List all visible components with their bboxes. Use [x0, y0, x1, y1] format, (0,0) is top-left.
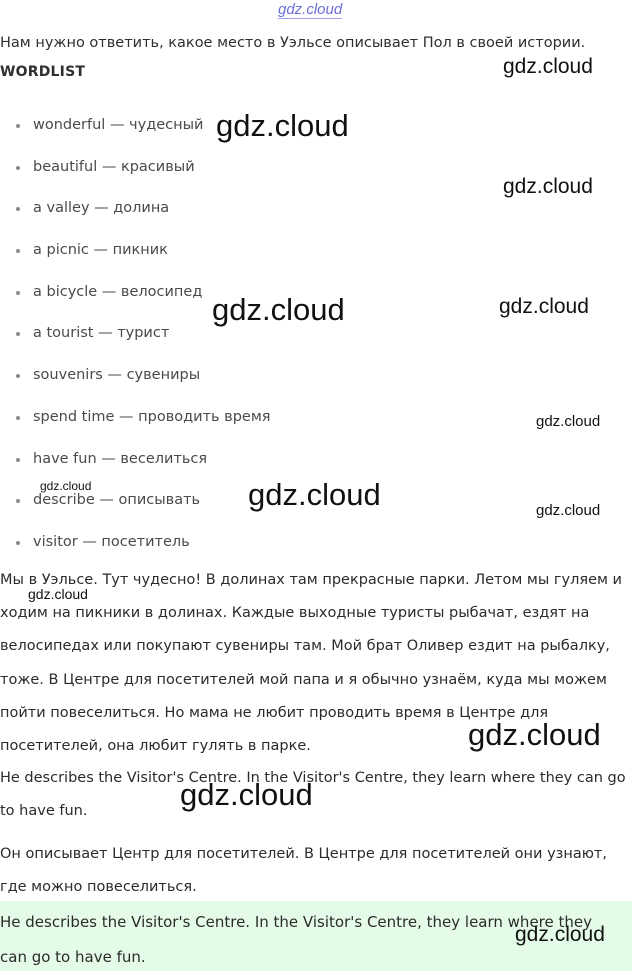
bullet-icon: [16, 541, 20, 545]
watermark: gdz.cloud: [216, 108, 349, 143]
wordlist-entry: have fun — веселиться: [33, 450, 208, 467]
watermark: gdz.cloud: [503, 55, 593, 78]
wordlist-entry: a tourist — турист: [33, 325, 170, 342]
answer-text: He describes the Visitor's Centre. In the Visitor's Centre, they learn where they can go to have fun.: [0, 913, 592, 966]
watermark: gdz.cloud: [499, 295, 589, 318]
watermark: gdz.cloud: [212, 292, 345, 327]
bullet-icon: [16, 332, 20, 336]
wordlist-entry: spend time — проводить время: [33, 408, 271, 425]
list-item: [0, 197, 632, 239]
watermark: gdz.cloud: [468, 717, 601, 752]
list-item: [0, 322, 632, 364]
story-translation: Мы в Уэльсе. Тут чудесно! В долинах там прекрасные парки. Летом мы гуляем и ходим на пикники в долинах. Каждые выходные туристы рыбачат, ездят на велосипедах или покупают сувениры там. Мой брат Оливер ездит на рыбалку, тоже. В Центре для посетителей мой папа и я обычно узнаём, куда мы можем пойти повеселиться. Но мама не любит проводить время в Центре для посетителей, она любит гулять в парке.: [0, 572, 622, 755]
explanation-russian: Он описывает Центр для посетителей. В Центре для посетителей они узнают, где можно повеселиться.: [0, 846, 607, 895]
bullet-icon: [16, 499, 20, 503]
watermark: gdz.cloud: [503, 175, 593, 198]
watermark: gdz.cloud: [515, 923, 605, 946]
bullet-icon: [16, 166, 20, 170]
bullet-icon: [16, 207, 20, 211]
wordlist-entry: a valley — долина: [33, 200, 170, 217]
wordlist-entry: wonderful — чудесный: [33, 117, 204, 133]
watermark: gdz.cloud: [536, 502, 601, 519]
watermark: gdz.cloud: [28, 586, 88, 602]
wordlist-entry: souvenirs — сувениры: [33, 367, 201, 384]
bullet-icon: [16, 124, 20, 128]
wordlist-entry: a bicycle — велосипед: [33, 283, 203, 300]
intro-text: Нам нужно ответить, какое место в Уэльсе описывает Пол в своей истории.: [0, 35, 586, 51]
watermark: gdz.cloud: [40, 479, 92, 493]
watermark: gdz.cloud: [536, 413, 601, 430]
site-logo[interactable]: gdz.cloud: [278, 1, 343, 18]
wordlist-entry: visitor — посетитель: [33, 533, 190, 550]
wordlist-entry: a picnic — пикник: [33, 242, 168, 259]
bullet-icon: [16, 458, 20, 462]
bullet-icon: [16, 374, 20, 378]
wordlist-entry: describe — описывать: [33, 492, 201, 509]
list-item: [0, 239, 632, 281]
bullet-icon: [16, 416, 20, 420]
list-item: [0, 364, 632, 406]
watermark: gdz.cloud: [180, 777, 313, 812]
wordlist-entry: beautiful — красивый: [33, 158, 195, 175]
explanation-english: He describes the Visitor's Centre. In the Visitor's Centre, they learn where they can go to have fun.: [0, 770, 626, 819]
wordlist-title: WORDLIST: [0, 64, 86, 80]
bullet-icon: [16, 249, 20, 253]
bullet-icon: [16, 291, 20, 295]
watermark: gdz.cloud: [248, 477, 381, 512]
